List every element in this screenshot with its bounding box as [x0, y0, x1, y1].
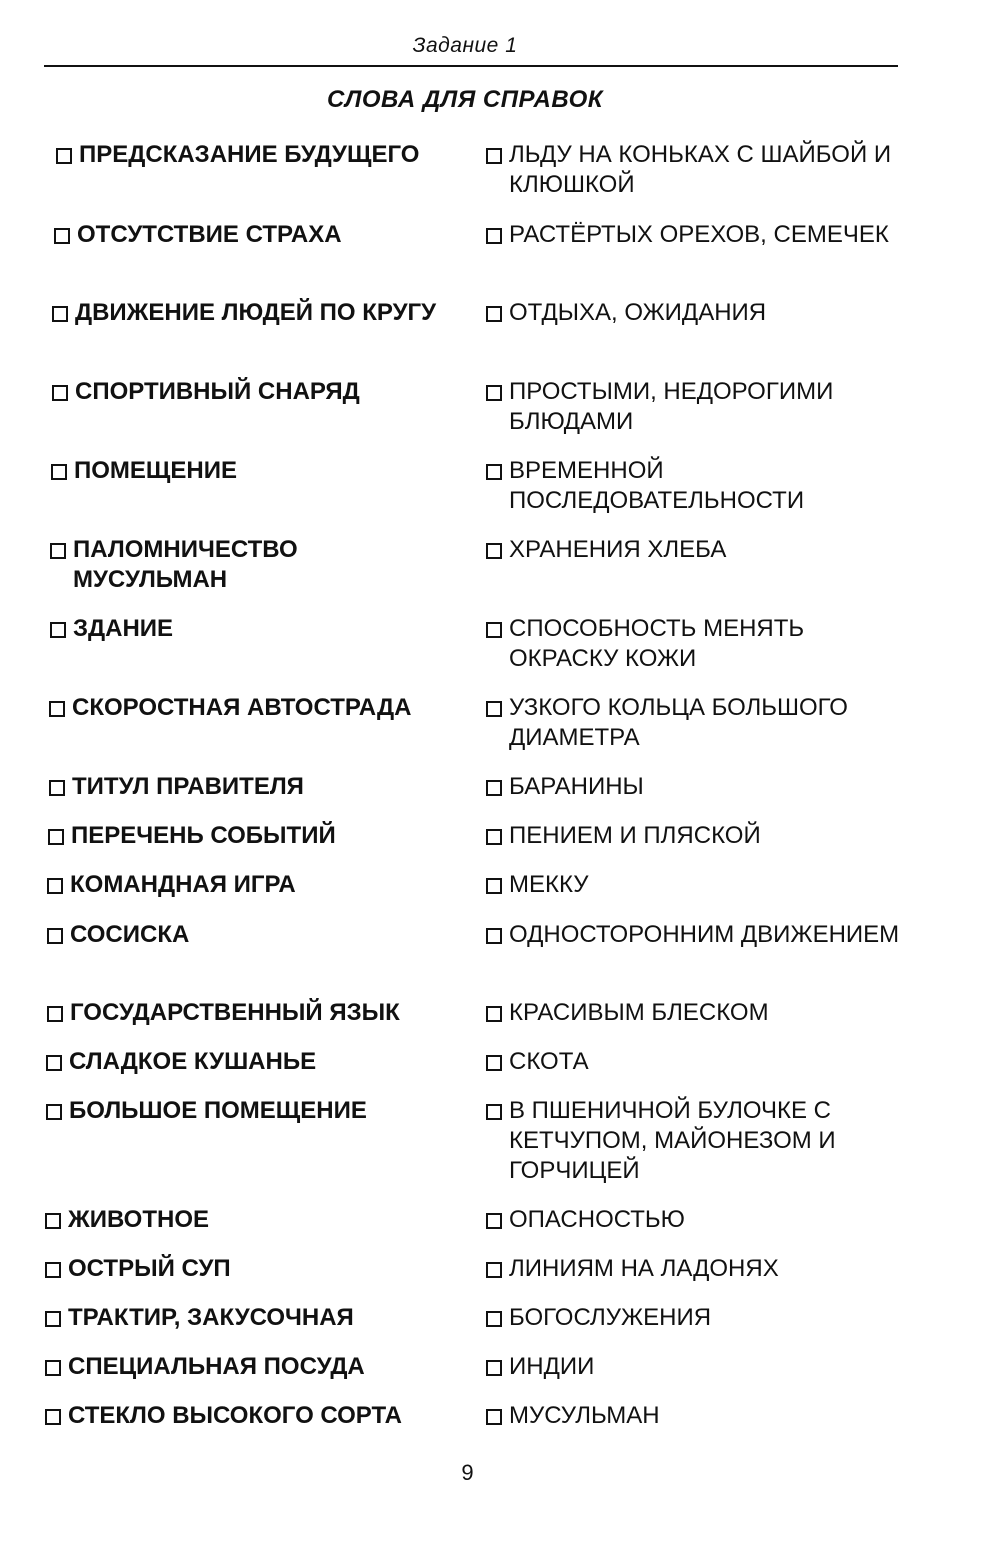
phrase-item: [486, 1401, 906, 1431]
term-text: ТИТУЛ ПРАВИТЕЛЯ: [72, 773, 304, 800]
phrase-item: [486, 772, 906, 802]
checkbox[interactable]: [45, 1360, 61, 1376]
header-divider: [44, 65, 898, 67]
section-title: СЛОВА ДЛЯ СПРАВОК: [327, 86, 603, 113]
phrase-text: БАРАНИНЫ: [509, 773, 644, 800]
checkbox[interactable]: [486, 464, 502, 480]
checkbox[interactable]: [486, 928, 502, 944]
checkbox[interactable]: [46, 1104, 62, 1120]
term-item: [54, 220, 454, 250]
term-item: [47, 870, 447, 900]
phrase-text: ЛИНИЯМ НА ЛАДОНЯХ: [509, 1255, 779, 1282]
phrase-text: ОДНОСТОРОННИМ ДВИЖЕНИЕМ: [509, 921, 900, 948]
checkbox[interactable]: [47, 1006, 63, 1022]
checkbox[interactable]: [48, 829, 64, 845]
checkbox[interactable]: [486, 228, 502, 244]
term-text: БОЛЬШОЕ ПОМЕЩЕНИЕ: [69, 1097, 367, 1124]
checkbox[interactable]: [486, 1262, 502, 1278]
phrase-text: РАСТЁРТЫХ ОРЕХОВ, СЕМЕЧЕК: [509, 221, 889, 248]
term-text: СОСИСКА: [70, 921, 190, 948]
checkbox[interactable]: [45, 1311, 61, 1327]
term-text: ТРАКТИР, ЗАКУСОЧНАЯ: [68, 1304, 354, 1331]
checkbox[interactable]: [54, 228, 70, 244]
checkbox[interactable]: [50, 622, 66, 638]
phrase-item: [486, 1303, 906, 1333]
term-text: ОСТРЫЙ СУП: [68, 1255, 231, 1282]
phrase-item: [486, 456, 906, 516]
checkbox[interactable]: [486, 622, 502, 638]
phrase-text: ОПАСНОСТЬЮ: [509, 1206, 685, 1233]
phrase-item: [486, 614, 906, 674]
header-title: Задание 1: [412, 34, 518, 57]
checkbox[interactable]: [486, 306, 502, 322]
term-item: [45, 1254, 445, 1284]
phrase-item: [486, 220, 906, 250]
term-item: [45, 1303, 445, 1333]
phrase-item: [486, 140, 906, 200]
phrase-item: [486, 298, 906, 328]
term-item: [47, 998, 447, 1028]
checkbox[interactable]: [49, 780, 65, 796]
checkbox[interactable]: [45, 1213, 61, 1229]
phrase-item: [486, 821, 906, 851]
term-item: [45, 1401, 445, 1431]
term-item: [50, 535, 450, 595]
phrase-text: ИНДИИ: [509, 1353, 595, 1380]
checkbox[interactable]: [486, 878, 502, 894]
phrase-item: [486, 998, 906, 1028]
term-item: [46, 1096, 446, 1126]
phrase-item: [486, 1096, 906, 1186]
term-text: СЛАДКОЕ КУШАНЬЕ: [69, 1048, 317, 1075]
term-item: [56, 140, 456, 170]
checkbox[interactable]: [486, 1104, 502, 1120]
phrase-text: ПЕНИЕМ И ПЛЯСКОЙ: [509, 822, 761, 849]
term-text: СТЕКЛО ВЫСОКОГО СОРТА: [68, 1402, 402, 1429]
checkbox[interactable]: [52, 306, 68, 322]
term-item: [45, 1205, 445, 1235]
term-item: [49, 693, 449, 723]
checkbox[interactable]: [486, 1055, 502, 1071]
term-item: [46, 1047, 446, 1077]
checkbox[interactable]: [486, 829, 502, 845]
term-text: ГОСУДАРСТВЕННЫЙ ЯЗЫК: [70, 999, 400, 1026]
checkbox[interactable]: [47, 878, 63, 894]
term-text: СКОРОСТНАЯ АВТОСТРАДА: [72, 694, 412, 721]
checkbox[interactable]: [486, 1311, 502, 1327]
term-text: ПРЕДСКАЗАНИЕ БУДУЩЕГО: [79, 141, 420, 168]
phrase-text: ВРЕМЕННОЙ ПОСЛЕДОВАТЕЛЬНОСТИ: [509, 457, 805, 514]
checkbox[interactable]: [52, 385, 68, 401]
checkbox[interactable]: [51, 464, 67, 480]
term-text: СПОРТИВНЫЙ СНАРЯД: [75, 378, 360, 405]
checkbox[interactable]: [50, 543, 66, 559]
term-item: [51, 456, 451, 486]
phrase-text: В ПШЕНИЧНОЙ БУЛОЧКЕ С КЕТЧУПОМ, МАЙОНЕЗОМ И ГОРЧИЦЕЙ: [509, 1097, 836, 1184]
phrase-item: [486, 870, 906, 900]
checkbox[interactable]: [486, 543, 502, 559]
term-text: ДВИЖЕНИЕ ЛЮДЕЙ ПО КРУГУ: [75, 299, 437, 326]
term-item: [47, 920, 447, 950]
term-text: ПЕРЕЧЕНЬ СОБЫТИЙ: [71, 822, 336, 849]
term-item: [52, 298, 452, 328]
phrase-text: БОГОСЛУЖЕНИЯ: [509, 1304, 712, 1331]
phrase-text: МЕККУ: [509, 871, 589, 898]
phrase-item: [486, 535, 906, 565]
term-item: [45, 1352, 445, 1382]
phrase-item: [486, 1254, 906, 1284]
checkbox[interactable]: [45, 1409, 61, 1425]
phrase-text: ЛЬДУ НА КОНЬКАХ С ШАЙБОЙ И КЛЮШКОЙ: [509, 141, 892, 198]
term-item: [49, 772, 449, 802]
phrase-text: СКОТА: [509, 1048, 589, 1075]
checkbox[interactable]: [486, 1409, 502, 1425]
checkbox[interactable]: [486, 701, 502, 717]
phrase-item: [486, 693, 906, 753]
phrase-item: [486, 1205, 906, 1235]
phrase-text: КРАСИВЫМ БЛЕСКОМ: [509, 999, 769, 1026]
phrase-item: [486, 1352, 906, 1382]
phrase-item: [486, 920, 906, 950]
term-text: ПАЛОМНИЧЕСТВО МУСУЛЬМАН: [73, 536, 298, 593]
phrase-text: СПОСОБНОСТЬ МЕНЯТЬ ОКРАСКУ КОЖИ: [509, 615, 805, 672]
term-text: КОМАНДНАЯ ИГРА: [70, 871, 296, 898]
checkbox[interactable]: [486, 1360, 502, 1376]
phrase-text: УЗКОГО КОЛЬЦА БОЛЬШОГО ДИАМЕТРА: [509, 694, 848, 751]
term-text: ЗДАНИЕ: [73, 615, 174, 642]
checkbox[interactable]: [56, 148, 72, 164]
term-item: [48, 821, 448, 851]
term-text: СПЕЦИАЛЬНАЯ ПОСУДА: [68, 1353, 365, 1380]
phrase-text: МУСУЛЬМАН: [509, 1402, 660, 1429]
page-number: 9: [461, 1460, 474, 1485]
term-item: [50, 614, 450, 644]
checkbox[interactable]: [49, 701, 65, 717]
term-text: ОТСУТСТВИЕ СТРАХА: [77, 221, 342, 248]
term-item: [52, 377, 452, 407]
checkbox[interactable]: [46, 1055, 62, 1071]
phrase-item: [486, 377, 906, 437]
checkbox[interactable]: [47, 928, 63, 944]
checkbox[interactable]: [45, 1262, 61, 1278]
checkbox[interactable]: [486, 1006, 502, 1022]
term-text: ПОМЕЩЕНИЕ: [74, 457, 237, 484]
phrase-text: ХРАНЕНИЯ ХЛЕБА: [509, 536, 727, 563]
phrase-text: ОТДЫХА, ОЖИДАНИЯ: [509, 299, 767, 326]
checkbox[interactable]: [486, 780, 502, 796]
phrase-text: ПРОСТЫМИ, НЕДОРОГИМИ БЛЮДАМИ: [509, 378, 834, 435]
phrase-item: [486, 1047, 906, 1077]
checkbox[interactable]: [486, 1213, 502, 1229]
checkbox[interactable]: [486, 385, 502, 401]
term-text: ЖИВОТНОЕ: [68, 1206, 210, 1233]
checkbox[interactable]: [486, 148, 502, 164]
